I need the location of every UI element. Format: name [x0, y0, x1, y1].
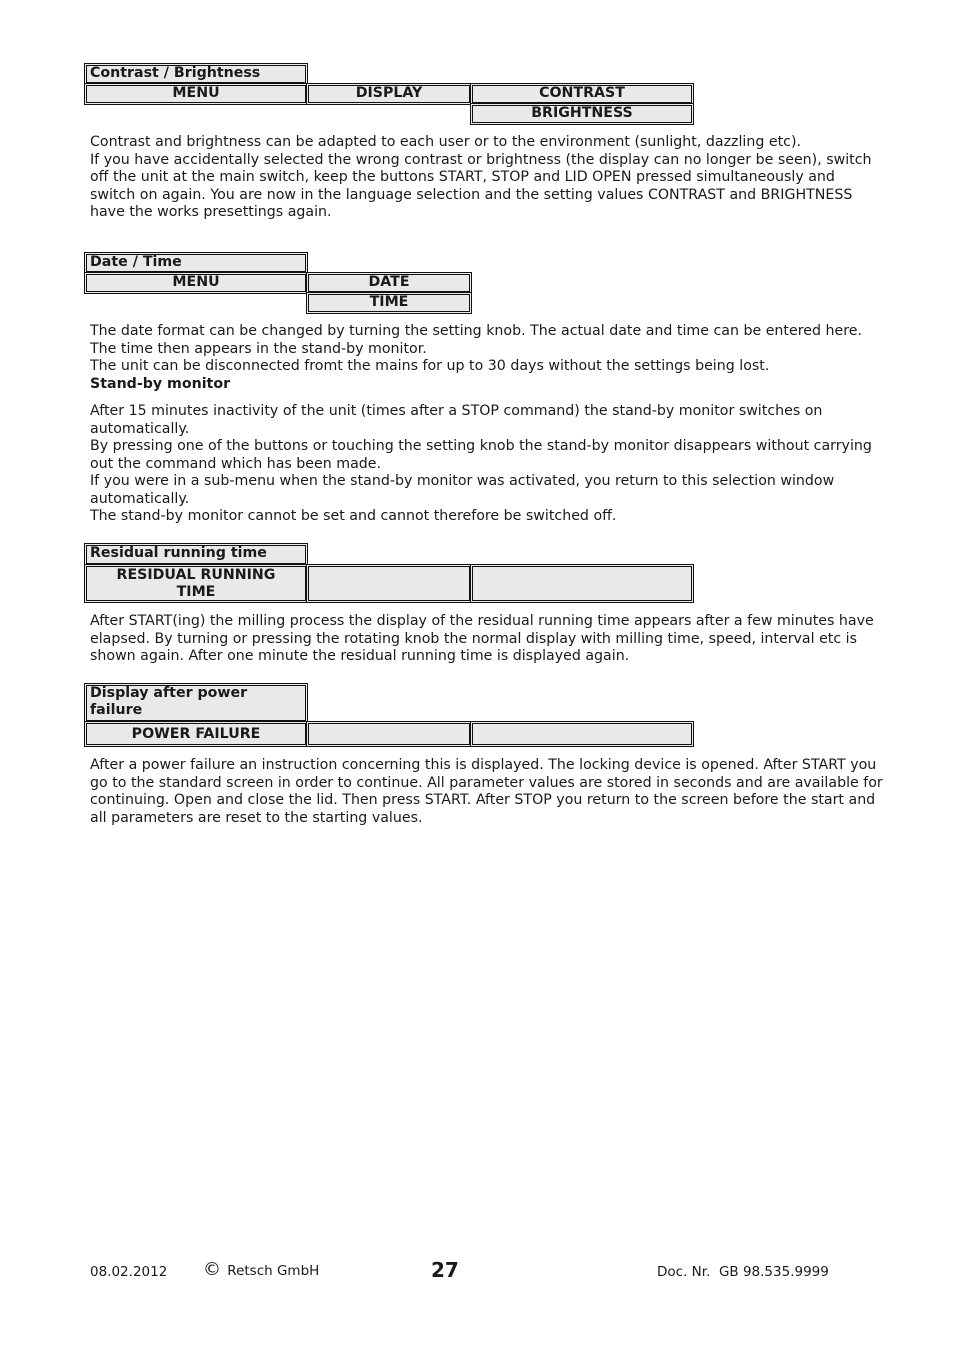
date-time-title-box: [84, 252, 308, 274]
text-line: out the command which has been made.: [90, 455, 382, 472]
footer-date: [90, 1264, 167, 1280]
copyright-icon: ©: [203, 1259, 221, 1280]
text-line: continuing. Open and close the lid. Then press START. After STOP you return to the screen before the start and: [90, 792, 876, 808]
text-line: If you were in a sub-menu when the stand-by monitor was activated, you return to this selection window: [90, 473, 835, 489]
text-line: By pressing one of the buttons or touching the setting knob the stand-by monitor disappears without carrying: [90, 438, 872, 454]
empty-cell: [306, 721, 472, 747]
menu-cell: [84, 83, 308, 105]
footer-doc-text: Doc. Nr. GB 98.535.9999: [657, 1264, 829, 1280]
contrast-paragraph: [90, 134, 906, 222]
text-line: The date format can be changed by turning the setting knob. The actual date and time can be entered here.: [90, 323, 862, 339]
text-line: all parameters are reset to the starting values.: [90, 809, 423, 826]
empty-cell: [470, 564, 694, 603]
display-cell: [306, 83, 472, 105]
empty-cell: [470, 721, 694, 747]
text-line: After START(ing) the milling process the display of the residual running time appears after a few minutes have: [90, 613, 874, 629]
date-time-title: Date / Time: [90, 254, 182, 270]
residual-cell-label-line2: TIME: [176, 584, 216, 600]
contrast-cell-label: CONTRAST: [539, 85, 625, 101]
residual-running-time-title-box: [84, 543, 308, 566]
residual-paragraph: [90, 613, 906, 666]
footer-copyright: [203, 1259, 319, 1280]
text-line: The time then appears in the stand-by monitor.: [90, 340, 427, 357]
standby-monitor-heading: Stand-by monitor: [90, 375, 231, 392]
text-line: The stand-by monitor cannot be set and cannot therefore be switched off.: [90, 508, 617, 524]
footer-company: Retsch GmbH: [227, 1263, 320, 1279]
text-line: automatically.: [90, 490, 190, 507]
page-number-text: 27: [431, 1258, 459, 1282]
brightness-cell-label: BRIGHTNESS: [531, 105, 633, 121]
menu-cell-label: MENU: [172, 85, 220, 101]
residual-cell-label-line1: RESIDUAL RUNNING: [116, 567, 276, 583]
footer-doc-number: [657, 1264, 829, 1280]
standby-paragraph: [90, 403, 906, 526]
date-time-paragraph: [90, 323, 906, 393]
text-line: elapsed. By turning or pressing the rotating knob the normal display with milling time, speed, interval etc is: [90, 630, 858, 647]
display-cell-label: DISPLAY: [355, 85, 423, 101]
text-line: automatically.: [90, 420, 190, 437]
contrast-brightness-title-box: [84, 63, 308, 85]
text-line: switch on again. You are now in the language selection and the setting values CONTRAST and BRIGHTNESS: [90, 186, 853, 203]
power-failure-cell: [84, 721, 308, 747]
power-failure-paragraph: [90, 757, 906, 827]
contrast-brightness-title: Contrast / Brightness: [90, 65, 261, 81]
menu-cell-label: MENU: [172, 274, 220, 290]
time-cell-label: TIME: [369, 294, 409, 310]
date-cell-label: DATE: [368, 274, 410, 290]
text-line: go to the standard screen in order to continue. All parameter values are stored in seconds and are available for: [90, 774, 883, 791]
footer-date-text: 08.02.2012: [90, 1264, 168, 1280]
text-line: have the works presettings again.: [90, 204, 332, 220]
power-failure-title-line2: failure: [90, 702, 143, 718]
text-line: If you have accidentally selected the wrong contrast or brightness (the display can no longer be seen), switch: [90, 151, 872, 168]
empty-cell: [306, 564, 472, 603]
text-line: After 15 minutes inactivity of the unit (times after a STOP command) the stand-by monitor switches on: [90, 403, 823, 419]
text-line: Contrast and brightness can be adapted to each user or to the environment (sunlight, dazzling etc).: [90, 134, 801, 150]
contrast-cell: [470, 83, 694, 105]
power-failure-title-box: [84, 683, 308, 723]
brightness-cell: [470, 103, 694, 125]
menu-cell: [84, 272, 308, 294]
residual-running-time-cell: [84, 564, 308, 603]
power-failure-cell-label: POWER FAILURE: [131, 726, 261, 742]
time-cell: [306, 292, 472, 314]
power-failure-title-line1: Display after power: [90, 685, 248, 701]
text-line: The unit can be disconnected fromt the mains for up to 30 days without the settings being lost.: [90, 358, 770, 374]
text-line: off the unit at the main switch, keep the buttons START, STOP and LID OPEN pressed simultaneously and: [90, 169, 835, 185]
date-cell: [306, 272, 472, 294]
text-line: shown again. After one minute the residual running time is displayed again.: [90, 648, 630, 664]
page-number: [431, 1258, 459, 1282]
text-line: After a power failure an instruction concerning this is displayed. The locking device is opened. After START you: [90, 757, 877, 773]
residual-running-time-title: Residual running time: [90, 545, 267, 561]
